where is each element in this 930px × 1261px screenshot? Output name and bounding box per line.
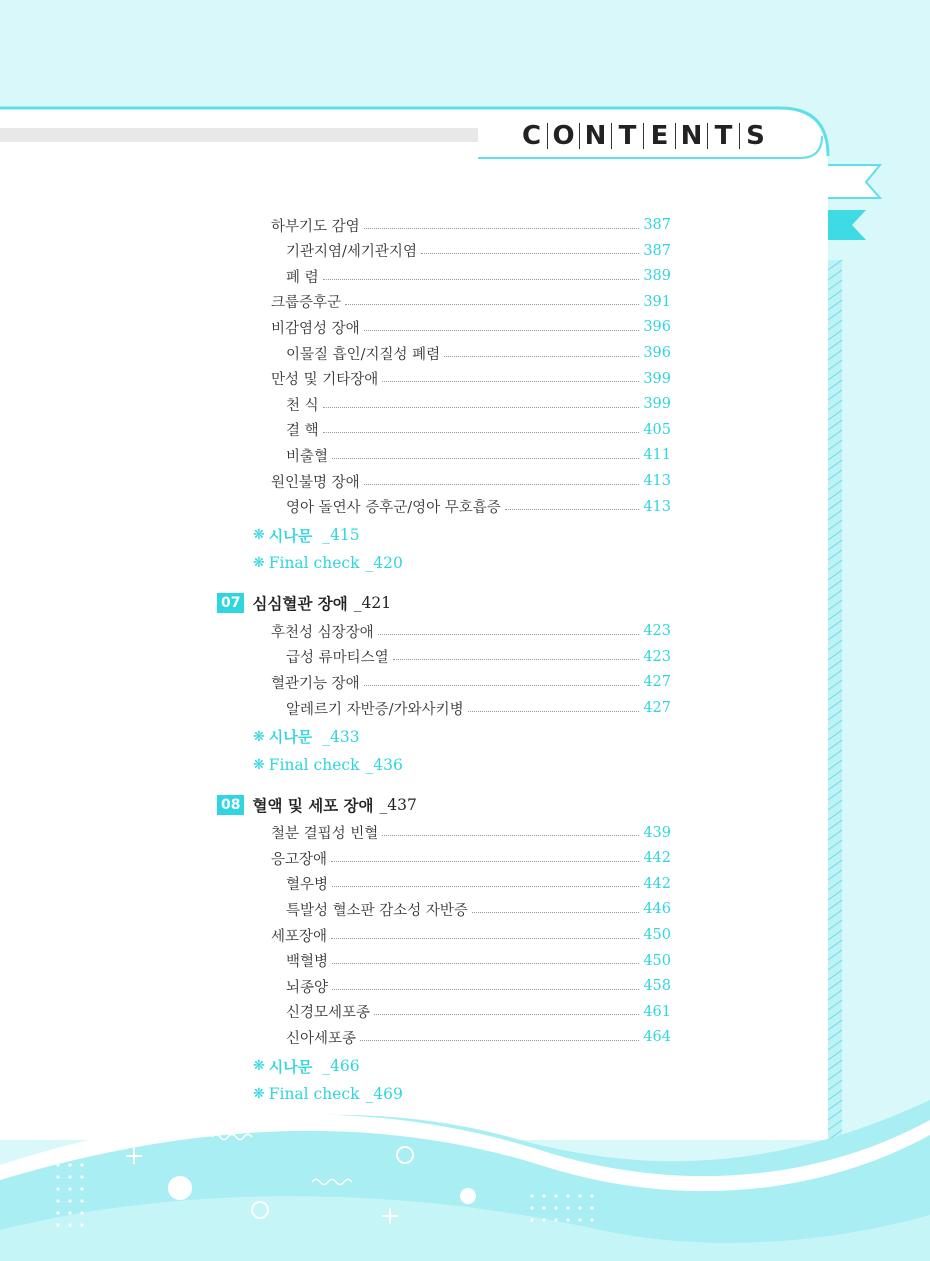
dot-leader bbox=[505, 509, 639, 510]
toc-entry-page: 413 bbox=[643, 473, 671, 489]
dot-leader bbox=[345, 304, 639, 305]
toc-entry-page: 387 bbox=[643, 242, 671, 259]
title-divider bbox=[579, 123, 580, 149]
toc-entry-page: 450 bbox=[643, 927, 671, 943]
title-letter: C bbox=[521, 121, 542, 151]
asterisk-icon: ❋ bbox=[253, 756, 265, 773]
toc-entry-page: 423 bbox=[643, 648, 671, 665]
toc-entry-page: 461 bbox=[643, 1003, 671, 1020]
dot-leader bbox=[421, 253, 639, 254]
title-letter: O bbox=[552, 121, 575, 151]
title-divider bbox=[547, 123, 548, 149]
final-check-label: Final check bbox=[268, 1085, 360, 1103]
title-letter: T bbox=[714, 121, 733, 151]
toc-entry-page: 427 bbox=[643, 674, 671, 691]
toc-entry bbox=[286, 496, 671, 518]
asterisk-icon: ❋ bbox=[253, 728, 265, 745]
dot-leader bbox=[360, 1040, 639, 1041]
dot-leader bbox=[364, 228, 639, 229]
toc-entry-page: 442 bbox=[643, 875, 671, 892]
title-divider bbox=[643, 123, 644, 149]
toc-entry-label: 결 핵 bbox=[286, 423, 319, 440]
toc-entry-page: 413 bbox=[643, 498, 671, 515]
toc-entry-page: 464 bbox=[643, 1029, 671, 1046]
scenario-entry bbox=[253, 523, 360, 547]
scenario-page: _466 bbox=[322, 1057, 360, 1075]
chapter-title: 혈액 및 세포 장애 bbox=[252, 796, 374, 815]
toc-entry bbox=[271, 620, 671, 642]
toc-entry-page: 439 bbox=[643, 824, 671, 841]
toc-entry bbox=[271, 470, 671, 492]
contents-title bbox=[520, 118, 790, 154]
toc-entry-page: 387 bbox=[643, 217, 671, 233]
toc-entry-label: 천 식 bbox=[286, 397, 319, 414]
title-letter: T bbox=[618, 121, 637, 151]
toc-entry bbox=[286, 393, 671, 415]
toc-entry-label: 이물질 흡인/지질성 폐렴 bbox=[286, 346, 441, 363]
final-check-page: _469 bbox=[365, 1085, 403, 1103]
toc-entry-label: 폐 렴 bbox=[286, 269, 319, 286]
chapter-title: 심심혈관 장애 bbox=[252, 595, 348, 614]
dot-leader bbox=[393, 659, 639, 660]
toc-entry-label: 알레르기 자반증/가와사키병 bbox=[286, 701, 464, 718]
toc-entry-page: 411 bbox=[643, 447, 671, 464]
toc-entry bbox=[271, 924, 671, 946]
dot-leader bbox=[378, 634, 639, 635]
final-check-page: _436 bbox=[365, 755, 403, 774]
scenario-entry bbox=[253, 1054, 360, 1078]
scenario-label: 시나문 bbox=[268, 526, 313, 545]
dot-leader bbox=[364, 484, 639, 485]
toc-entry-label: 비감염성 장애 bbox=[271, 320, 360, 337]
title-letter: E bbox=[650, 121, 669, 151]
toc-entry-label: 혈관기능 장애 bbox=[271, 675, 360, 692]
toc-entry bbox=[286, 975, 671, 997]
title-divider bbox=[675, 123, 676, 149]
dot-leader bbox=[444, 356, 639, 357]
final-check-label: Final check bbox=[268, 755, 360, 774]
toc-entry-page: 450 bbox=[643, 952, 671, 969]
scenario-label: 시나문 bbox=[268, 1057, 313, 1076]
title-letter: S bbox=[746, 121, 765, 151]
chapter-number: 08 bbox=[217, 795, 244, 815]
scenario-entry bbox=[253, 725, 360, 749]
toc-entry bbox=[286, 898, 671, 920]
toc-entry bbox=[286, 873, 671, 895]
dot-leader bbox=[382, 381, 639, 382]
dot-leader bbox=[323, 279, 639, 280]
toc-entry-label: 철분 결핍성 빈혈 bbox=[271, 826, 379, 843]
toc-entry-label: 특발성 혈소판 감소성 자반증 bbox=[286, 902, 468, 919]
dot-leader bbox=[374, 1014, 639, 1015]
toc-entry bbox=[271, 316, 671, 338]
toc-entry-label: 만성 및 기타장애 bbox=[271, 372, 379, 389]
toc-entry bbox=[286, 1026, 671, 1048]
toc-entry-page: 442 bbox=[643, 850, 671, 867]
asterisk-icon: ❋ bbox=[253, 1086, 265, 1102]
toc-entry bbox=[286, 419, 671, 441]
toc-entry-page: 423 bbox=[643, 623, 671, 640]
final-check-entry bbox=[253, 1082, 403, 1106]
asterisk-icon: ❋ bbox=[253, 1058, 265, 1074]
title-divider bbox=[707, 123, 708, 149]
toc-entry-page: 396 bbox=[643, 345, 671, 361]
dot-leader bbox=[364, 685, 639, 686]
toc-entry bbox=[286, 240, 671, 262]
title-divider bbox=[611, 123, 612, 149]
toc-entry bbox=[286, 444, 671, 466]
scenario-page: _415 bbox=[322, 526, 360, 545]
toc-entry bbox=[271, 847, 671, 869]
toc-entry bbox=[286, 646, 671, 668]
asterisk-icon: ❋ bbox=[253, 527, 265, 544]
toc-entry-page: 458 bbox=[643, 978, 671, 995]
dot-leader bbox=[331, 938, 639, 939]
toc-entry bbox=[271, 822, 671, 844]
toc-entry-label: 신경모세포종 bbox=[286, 1005, 371, 1022]
dot-leader bbox=[472, 912, 639, 913]
toc-entry-page: 391 bbox=[643, 293, 671, 310]
toc-entry bbox=[286, 1001, 671, 1023]
dot-leader bbox=[364, 330, 639, 331]
header-bar bbox=[0, 128, 478, 142]
dot-leader bbox=[468, 711, 639, 712]
toc-entry bbox=[286, 697, 671, 719]
final-check-label: Final check bbox=[268, 554, 360, 573]
chapter-page: _437 bbox=[379, 795, 417, 814]
chapter-heading bbox=[217, 591, 391, 615]
toc-entry-label: 후천성 심장장애 bbox=[271, 624, 374, 641]
toc-entry-page: 405 bbox=[643, 421, 671, 438]
scenario-page: _433 bbox=[322, 727, 360, 746]
dot-leader bbox=[331, 861, 639, 862]
toc-entry bbox=[271, 291, 671, 313]
dot-leader bbox=[332, 963, 639, 964]
final-check-entry bbox=[253, 753, 403, 777]
toc-entry-label: 비출혈 bbox=[286, 448, 329, 465]
toc-entry-label: 신아세포종 bbox=[286, 1030, 357, 1047]
toc-entry-label: 세포장애 bbox=[271, 928, 328, 945]
chapter-number: 07 bbox=[217, 593, 244, 613]
toc-entry-label: 백혈병 bbox=[286, 954, 329, 971]
toc-entry-label: 원인불명 장애 bbox=[271, 474, 360, 491]
toc-entry-label: 급성 류마티스열 bbox=[286, 650, 389, 667]
toc-entry-page: 399 bbox=[643, 396, 671, 413]
title-letter: N bbox=[584, 121, 607, 151]
dot-leader bbox=[382, 835, 639, 836]
toc-entry bbox=[271, 214, 671, 236]
toc-entry-page: 389 bbox=[643, 268, 671, 285]
chapter-page: _421 bbox=[353, 594, 392, 613]
dot-leader bbox=[323, 432, 639, 433]
asterisk-icon: ❋ bbox=[253, 555, 265, 572]
toc-entry-label: 기관지염/세기관지염 bbox=[286, 244, 417, 261]
toc-entry-label: 응고장애 bbox=[271, 851, 328, 868]
toc-entry-page: 427 bbox=[643, 700, 671, 716]
toc-entry-label: 혈우병 bbox=[286, 877, 329, 894]
final-check-page: _420 bbox=[365, 554, 403, 573]
toc-entry bbox=[271, 671, 671, 693]
toc-entry-label: 뇌종양 bbox=[286, 979, 329, 996]
toc-entry bbox=[286, 950, 671, 972]
title-letter: N bbox=[680, 121, 703, 151]
dot-leader bbox=[332, 886, 639, 887]
toc-entry bbox=[286, 342, 671, 364]
toc-entry-page: 396 bbox=[643, 319, 671, 336]
dot-leader bbox=[332, 458, 639, 459]
toc-entry bbox=[286, 265, 671, 287]
chapter-heading bbox=[217, 793, 417, 817]
dot-leader bbox=[323, 407, 639, 408]
final-check-entry bbox=[253, 551, 403, 575]
title-divider bbox=[739, 123, 740, 149]
toc-entry-page: 446 bbox=[643, 901, 671, 918]
toc-entry bbox=[271, 368, 671, 390]
toc-entry-label: 하부기도 감염 bbox=[271, 218, 360, 235]
toc-entry-label: 크룹증후군 bbox=[271, 295, 342, 312]
dot-leader bbox=[332, 989, 639, 990]
toc-entry-page: 399 bbox=[643, 370, 671, 387]
toc-entry-label: 영아 돌연사 증후군/영아 무호흡증 bbox=[286, 500, 501, 517]
scenario-label: 시나문 bbox=[268, 728, 313, 747]
